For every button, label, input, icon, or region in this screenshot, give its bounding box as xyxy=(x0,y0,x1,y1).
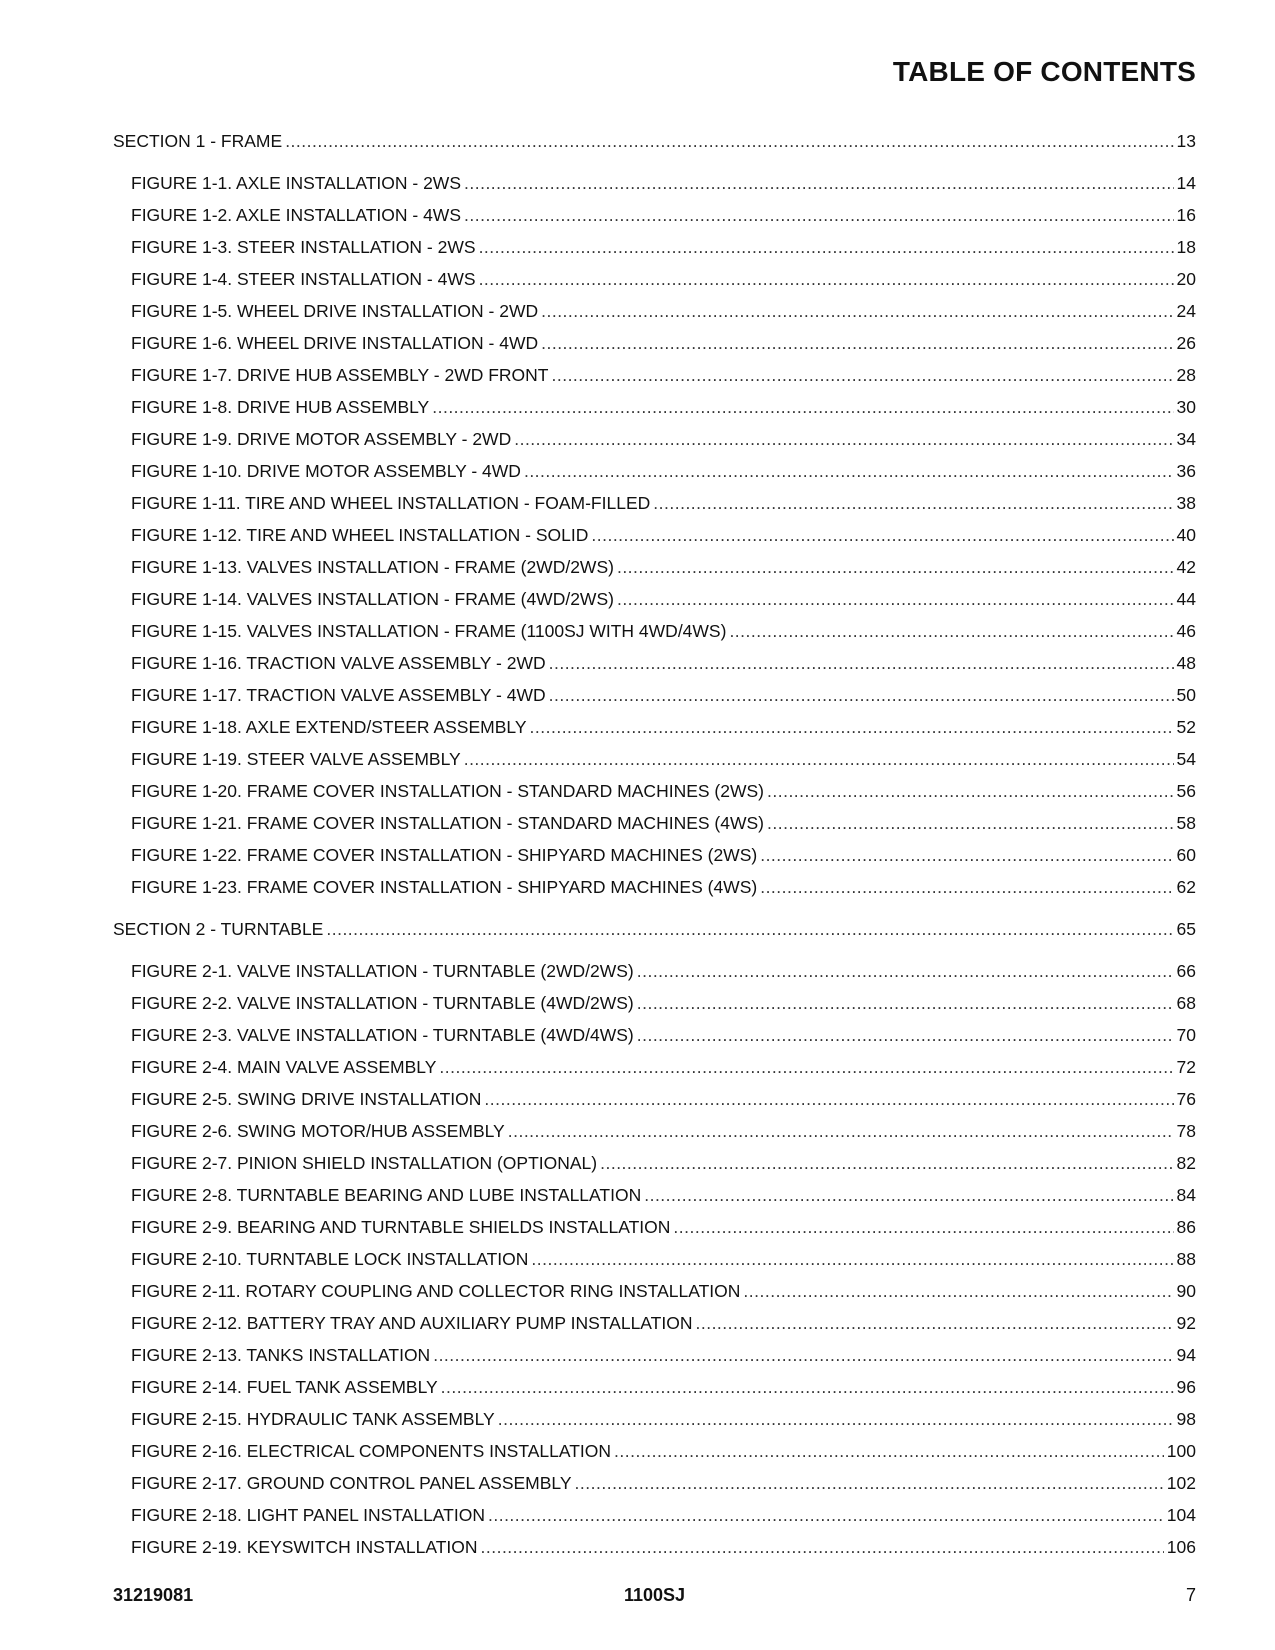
toc-figure-entry[interactable] xyxy=(113,493,1196,525)
toc-entry-page: 78 xyxy=(1176,1121,1196,1141)
dot-leader xyxy=(541,301,1173,322)
toc-figure-entry[interactable] xyxy=(113,1249,1196,1281)
toc-entry-page: 50 xyxy=(1176,685,1196,705)
toc-entry-page: 18 xyxy=(1176,237,1196,257)
toc-figure-entry[interactable] xyxy=(113,429,1196,461)
toc-figure-entry[interactable] xyxy=(113,525,1196,557)
toc-entry-page: 84 xyxy=(1176,1185,1196,1205)
toc-entry-label: FIGURE 2-13. TANKS INSTALLATION xyxy=(131,1345,431,1365)
toc-entry-label: FIGURE 2-14. FUEL TANK ASSEMBLY xyxy=(131,1377,438,1397)
toc-entry-label: FIGURE 2-11. ROTARY COUPLING AND COLLECTOR RING INSTALLATION xyxy=(131,1281,741,1301)
toc-figure-entry[interactable] xyxy=(113,205,1196,237)
toc-section-entry[interactable] xyxy=(113,919,1196,951)
toc-entry-page: 70 xyxy=(1176,1025,1196,1045)
dot-leader xyxy=(508,1121,1174,1142)
toc-figure-entry[interactable] xyxy=(113,237,1196,269)
toc-entry-page: 13 xyxy=(1176,131,1196,151)
dot-leader xyxy=(479,237,1174,258)
dot-leader xyxy=(514,429,1173,450)
toc-figure-entry[interactable] xyxy=(113,1473,1196,1505)
toc-entry-page: 36 xyxy=(1176,461,1196,481)
toc-entry-page: 16 xyxy=(1176,205,1196,225)
toc-entry-label: FIGURE 1-19. STEER VALVE ASSEMBLY xyxy=(131,749,461,769)
toc-figure-entry[interactable] xyxy=(113,1377,1196,1409)
toc-entry-label: FIGURE 2-6. SWING MOTOR/HUB ASSEMBLY xyxy=(131,1121,505,1141)
toc-entry-label: FIGURE 1-18. AXLE EXTEND/STEER ASSEMBLY xyxy=(131,717,527,737)
toc-figure-entry[interactable] xyxy=(113,1281,1196,1313)
toc-entry-label: FIGURE 1-8. DRIVE HUB ASSEMBLY xyxy=(131,397,430,417)
toc-entry-page: 65 xyxy=(1176,919,1196,939)
toc-entry-label: FIGURE 1-17. TRACTION VALVE ASSEMBLY - 4WD xyxy=(131,685,546,705)
toc-entry-label: FIGURE 1-9. DRIVE MOTOR ASSEMBLY - 2WD xyxy=(131,429,512,449)
toc-section-entry[interactable] xyxy=(113,131,1196,163)
toc-entry-label: FIGURE 1-11. TIRE AND WHEEL INSTALLATION - FOAM-FILLED xyxy=(131,493,651,513)
dot-leader xyxy=(464,749,1174,770)
dot-leader xyxy=(541,333,1173,354)
toc-entry-label: FIGURE 2-2. VALVE INSTALLATION - TURNTABLE (4WD/2WS) xyxy=(131,993,634,1013)
dot-leader xyxy=(673,1217,1173,1238)
dot-leader xyxy=(760,877,1173,898)
dot-leader xyxy=(481,1537,1164,1558)
toc-entry-page: 40 xyxy=(1176,525,1196,545)
toc-figure-entry[interactable] xyxy=(113,557,1196,589)
toc-entry-label: FIGURE 2-9. BEARING AND TURNTABLE SHIELDS INSTALLATION xyxy=(131,1217,671,1237)
table-of-contents xyxy=(113,131,1196,1569)
dot-leader xyxy=(285,131,1173,152)
dot-leader xyxy=(326,919,1173,940)
dot-leader xyxy=(617,557,1174,578)
toc-entry-page: 86 xyxy=(1176,1217,1196,1237)
toc-entry-page: 102 xyxy=(1166,1473,1196,1493)
dot-leader xyxy=(767,813,1174,834)
toc-entry-label: SECTION 2 - TURNTABLE xyxy=(113,919,324,939)
toc-figure-entry[interactable] xyxy=(113,1313,1196,1345)
dot-leader xyxy=(549,653,1174,674)
toc-entry-label: FIGURE 1-20. FRAME COVER INSTALLATION - STANDARD MACHINES (2WS) xyxy=(131,781,764,801)
toc-entry-label: FIGURE 1-6. WHEEL DRIVE INSTALLATION - 4WD xyxy=(131,333,539,353)
toc-entry-page: 66 xyxy=(1176,961,1196,981)
toc-entry-page: 98 xyxy=(1176,1409,1196,1429)
toc-entry-page: 14 xyxy=(1176,173,1196,193)
toc-entry-label: FIGURE 2-3. VALVE INSTALLATION - TURNTABLE (4WD/4WS) xyxy=(131,1025,634,1045)
toc-figure-entry[interactable] xyxy=(113,397,1196,429)
toc-entry-label: FIGURE 2-17. GROUND CONTROL PANEL ASSEMBLY xyxy=(131,1473,572,1493)
toc-figure-entry[interactable] xyxy=(113,333,1196,365)
toc-figure-entry[interactable] xyxy=(113,1153,1196,1185)
toc-entry-page: 76 xyxy=(1176,1089,1196,1109)
toc-entry-page: 96 xyxy=(1176,1377,1196,1397)
toc-entry-label: FIGURE 1-5. WHEEL DRIVE INSTALLATION - 2WD xyxy=(131,301,539,321)
toc-entry-label: FIGURE 1-15. VALVES INSTALLATION - FRAME (1100SJ WITH 4WD/4WS) xyxy=(131,621,727,641)
toc-figure-entry[interactable] xyxy=(113,845,1196,877)
toc-figure-entry[interactable] xyxy=(113,301,1196,333)
toc-figure-entry[interactable] xyxy=(113,1057,1196,1089)
dot-leader xyxy=(637,1025,1174,1046)
dot-leader xyxy=(464,205,1174,226)
toc-entry-label: FIGURE 2-5. SWING DRIVE INSTALLATION xyxy=(131,1089,482,1109)
dot-leader xyxy=(637,993,1174,1014)
dot-leader xyxy=(484,1089,1173,1110)
dot-leader xyxy=(653,493,1173,514)
dot-leader xyxy=(479,269,1174,290)
toc-entry-label: FIGURE 2-4. MAIN VALVE ASSEMBLY xyxy=(131,1057,437,1077)
toc-figure-entry[interactable] xyxy=(113,1185,1196,1217)
dot-leader xyxy=(441,1377,1174,1398)
toc-entry-label: FIGURE 1-16. TRACTION VALVE ASSEMBLY - 2WD xyxy=(131,653,546,673)
toc-figure-entry[interactable] xyxy=(113,1025,1196,1057)
dot-leader xyxy=(549,685,1174,706)
toc-entry-label: FIGURE 2-15. HYDRAULIC TANK ASSEMBLY xyxy=(131,1409,495,1429)
toc-entry-page: 38 xyxy=(1176,493,1196,513)
page-number: 7 xyxy=(1185,1585,1196,1605)
toc-entry-label: FIGURE 2-10. TURNTABLE LOCK INSTALLATION xyxy=(131,1249,529,1269)
toc-entry-label: FIGURE 1-1. AXLE INSTALLATION - 2WS xyxy=(131,173,461,193)
toc-figure-entry[interactable] xyxy=(113,173,1196,205)
toc-entry-page: 60 xyxy=(1176,845,1196,865)
toc-entry-label: FIGURE 1-12. TIRE AND WHEEL INSTALLATION - SOLID xyxy=(131,525,589,545)
toc-entry-page: 48 xyxy=(1176,653,1196,673)
toc-entry-page: 20 xyxy=(1176,269,1196,289)
toc-entry-page: 88 xyxy=(1176,1249,1196,1269)
toc-figure-entry[interactable] xyxy=(113,1089,1196,1121)
toc-entry-label: FIGURE 1-7. DRIVE HUB ASSEMBLY - 2WD FRONT xyxy=(131,365,549,385)
dot-leader xyxy=(743,1281,1173,1302)
toc-figure-entry[interactable] xyxy=(113,365,1196,397)
toc-figure-entry[interactable] xyxy=(113,621,1196,653)
toc-figure-entry[interactable] xyxy=(113,589,1196,621)
toc-entry-page: 56 xyxy=(1176,781,1196,801)
toc-entry-label: FIGURE 1-13. VALVES INSTALLATION - FRAME (2WD/2WS) xyxy=(131,557,614,577)
toc-entry-page: 58 xyxy=(1176,813,1196,833)
toc-entry-label: FIGURE 1-4. STEER INSTALLATION - 4WS xyxy=(131,269,476,289)
toc-figure-entry[interactable] xyxy=(113,653,1196,685)
toc-entry-page: 54 xyxy=(1176,749,1196,769)
toc-figure-entry[interactable] xyxy=(113,1409,1196,1441)
page-title: TABLE OF CONTENTS xyxy=(892,56,1196,87)
toc-entry-page: 92 xyxy=(1176,1313,1196,1333)
toc-figure-entry[interactable] xyxy=(113,685,1196,717)
toc-entry-label: FIGURE 1-22. FRAME COVER INSTALLATION - SHIPYARD MACHINES (2WS) xyxy=(131,845,758,865)
toc-entry-page: 42 xyxy=(1176,557,1196,577)
toc-figure-entry[interactable] xyxy=(113,1537,1196,1569)
page-footer xyxy=(113,1585,1196,1609)
toc-entry-page: 52 xyxy=(1176,717,1196,737)
dot-leader xyxy=(600,1153,1173,1174)
toc-entry-page: 62 xyxy=(1176,877,1196,897)
toc-entry-page: 26 xyxy=(1176,333,1196,353)
toc-entry-label: FIGURE 1-23. FRAME COVER INSTALLATION - SHIPYARD MACHINES (4WS) xyxy=(131,877,758,897)
dot-leader xyxy=(464,173,1174,194)
toc-entry-page: 46 xyxy=(1176,621,1196,641)
toc-entry-page: 34 xyxy=(1176,429,1196,449)
toc-entry-page: 90 xyxy=(1176,1281,1196,1301)
toc-entry-page: 106 xyxy=(1166,1537,1196,1557)
dot-leader xyxy=(433,1345,1173,1366)
dot-leader xyxy=(439,1057,1173,1078)
document-number: 31219081 xyxy=(113,1585,194,1605)
dot-leader xyxy=(695,1313,1173,1334)
toc-entry-label: FIGURE 2-19. KEYSWITCH INSTALLATION xyxy=(131,1537,478,1557)
toc-figure-entry[interactable] xyxy=(113,269,1196,301)
toc-figure-entry[interactable] xyxy=(113,461,1196,493)
toc-entry-label: SECTION 1 - FRAME xyxy=(113,131,283,151)
toc-figure-entry[interactable] xyxy=(113,993,1196,1025)
toc-figure-entry[interactable] xyxy=(113,877,1196,909)
dot-leader xyxy=(498,1409,1174,1430)
dot-leader xyxy=(524,461,1174,482)
toc-figure-entry[interactable] xyxy=(113,1217,1196,1249)
toc-entry-page: 72 xyxy=(1176,1057,1196,1077)
toc-entry-label: FIGURE 2-16. ELECTRICAL COMPONENTS INSTALLATION xyxy=(131,1441,612,1461)
toc-figure-entry[interactable] xyxy=(113,717,1196,749)
toc-entry-label: FIGURE 2-12. BATTERY TRAY AND AUXILIARY PUMP INSTALLATION xyxy=(131,1313,693,1333)
toc-entry-label: FIGURE 1-21. FRAME COVER INSTALLATION - STANDARD MACHINES (4WS) xyxy=(131,813,764,833)
dot-leader xyxy=(575,1473,1164,1494)
dot-leader xyxy=(637,961,1174,982)
dot-leader xyxy=(767,781,1174,802)
toc-figure-entry[interactable] xyxy=(113,749,1196,781)
dot-leader xyxy=(531,1249,1173,1270)
toc-entry-page: 28 xyxy=(1176,365,1196,385)
toc-entry-page: 94 xyxy=(1176,1345,1196,1365)
toc-figure-entry[interactable] xyxy=(113,781,1196,813)
toc-entry-label: FIGURE 2-7. PINION SHIELD INSTALLATION (OPTIONAL) xyxy=(131,1153,598,1173)
dot-leader xyxy=(617,589,1174,610)
toc-entry-label: FIGURE 1-10. DRIVE MOTOR ASSEMBLY - 4WD xyxy=(131,461,521,481)
toc-figure-entry[interactable] xyxy=(113,1441,1196,1473)
dot-leader xyxy=(644,1185,1173,1206)
dot-leader xyxy=(729,621,1173,642)
model-name: 1100SJ xyxy=(623,1585,686,1605)
toc-figure-entry[interactable] xyxy=(113,961,1196,993)
toc-entry-page: 104 xyxy=(1166,1505,1196,1525)
toc-entry-label: FIGURE 1-14. VALVES INSTALLATION - FRAME (4WD/2WS) xyxy=(131,589,614,609)
toc-figure-entry[interactable] xyxy=(113,1121,1196,1153)
dot-leader xyxy=(488,1505,1164,1526)
toc-figure-entry[interactable] xyxy=(113,1345,1196,1377)
toc-entry-page: 24 xyxy=(1176,301,1196,321)
toc-entry-label: FIGURE 1-3. STEER INSTALLATION - 2WS xyxy=(131,237,476,257)
toc-figure-entry[interactable] xyxy=(113,813,1196,845)
toc-entry-page: 82 xyxy=(1176,1153,1196,1173)
dot-leader xyxy=(591,525,1173,546)
toc-entry-page: 44 xyxy=(1176,589,1196,609)
toc-entry-label: FIGURE 2-18. LIGHT PANEL INSTALLATION xyxy=(131,1505,485,1525)
toc-entry-label: FIGURE 2-1. VALVE INSTALLATION - TURNTABLE (2WD/2WS) xyxy=(131,961,634,981)
dot-leader xyxy=(530,717,1174,738)
toc-entry-page: 68 xyxy=(1176,993,1196,1013)
toc-entry-page: 100 xyxy=(1166,1441,1196,1461)
dot-leader xyxy=(432,397,1173,418)
toc-entry-label: FIGURE 1-2. AXLE INSTALLATION - 4WS xyxy=(131,205,461,225)
toc-entry-label: FIGURE 2-8. TURNTABLE BEARING AND LUBE INSTALLATION xyxy=(131,1185,642,1205)
toc-figure-entry[interactable] xyxy=(113,1505,1196,1537)
dot-leader xyxy=(760,845,1173,866)
dot-leader xyxy=(551,365,1173,386)
toc-entry-page: 30 xyxy=(1176,397,1196,417)
dot-leader xyxy=(614,1441,1164,1462)
